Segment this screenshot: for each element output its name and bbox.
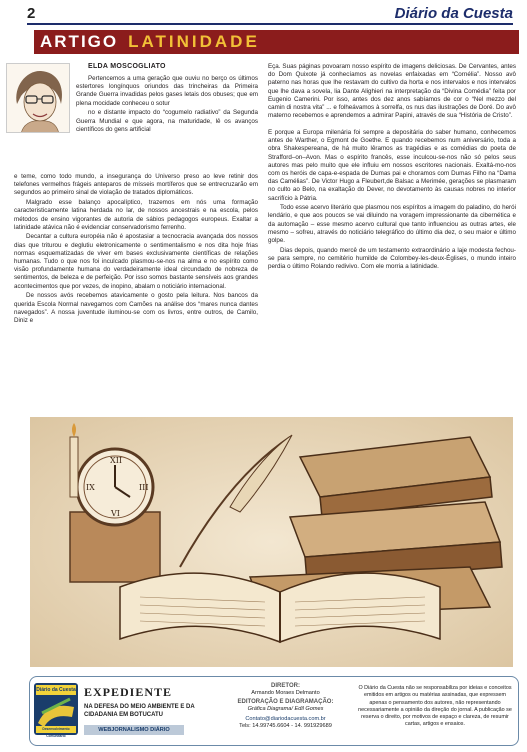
page-number: 2: [27, 5, 36, 22]
article-col1-bottom: [14, 173, 258, 327]
webjornalismo-badge: WEBJORNALISMO DIÁRIO: [84, 725, 184, 735]
credits: [218, 683, 353, 732]
logo-title: Diário da Cuesta: [36, 687, 76, 693]
article-col1-top: [76, 75, 258, 135]
expediente-title: EXPEDIENTE: [84, 685, 173, 699]
article-illustration: [30, 417, 513, 667]
author-portrait: [6, 63, 70, 133]
paragraph: Pertencemos a uma geração que ouviu no berço os últimos estertores longínquos oriundos das trincheiras da Primeira Grande Guerra invadidas pelos gases letais dos obuses; que em plena mocidade conheceu o sotur: [76, 75, 258, 107]
banner-latinidade: LATINIDADE: [128, 32, 260, 51]
paragraph: De nossos avós recebemos atavicamente o gosto pela leitura. Nos bancos da querida Escola Normal navegamos com Camões na análise dos “mares nunca dantes navegados”. A nossa juventude iluminou-se com os livros, entre outros, de Camilo, Diniz e: [14, 292, 258, 324]
diretor-name: Armando Moraes Delmanto: [251, 690, 320, 696]
section-banner: [34, 30, 519, 54]
newspaper-logo: [34, 683, 78, 738]
paragraph: Todo esse acervo literário que plasmou nos espíritos a imagem do paladino, do herói lendário, e que aos poucos se vai diluindo na voragem impressionante da cibernética e da automação – esse mesmo acervo cultural que tanto influenciou as outras artes, ele mesmo – sofreu, através do noticiário telegráfico do último dia dez, o seu maior e último golpe.: [268, 204, 516, 245]
banner-artigo: ARTIGO: [40, 32, 119, 51]
diretor-label: DIRETOR:: [271, 683, 300, 689]
logo-tagline: Desenvolvimento Comunitário: [36, 726, 76, 733]
disclaimer: O Diário da Cuesta não se responsabiliza por ideias e conceitos emitidos em artigos ou matérias assinadas, que expressem apenas o pensamento dos autores, não representando necessariamente a opinião da direção do jornal. A publicação se reserva o direito, por motivos de espaço e clareza, de resumir cartas, artigos e ensaios.: [358, 685, 512, 728]
contact-phones: Tels: 14.99745.6604 - 14. 991929689: [239, 723, 332, 729]
paragraph: Decantar a cultura européia não é apostasiar a tecnocracia avançada dos nossos dias que triturou e deglutiu eletronicamente o sentimentalismo e nos dita hoje frias normas esquematizadas de viver em bases exclusivamente científicas de relações humanas. Tudo o que nos foi inculcado plasmou-se-nos na alma e no espírito como visão profundamente humana do verdadeiramente ideal circundado de nobreza de sentimentos, de beleza e de perfeição. Por isso somos bastante sensíveis aos grandes acontecimentos que por vezes, de inopino, abalam o noticiário internacional.: [14, 233, 258, 290]
paragraph: e teme, como todo mundo, a insegurança do Universo preso ao leve retinir dos telefones vermelhos frágeis anteparos de mísseis mortíferos que se entrecruzarão em segundos ao primeiro sinal de violação de tratados diplomáticos.: [14, 173, 258, 197]
paragraph: Dias depois, quando mercê de um testamento extraordinário a laje modesta fechou-se para sempre, no cemitério humilde de Colombey-les-deux-Églises, o mundo inteiro perdia o último Rolando redivivo. Com ele morria a latinidade.: [268, 246, 516, 271]
contact-email[interactable]: Contato@diariodacuesta.com.br: [245, 716, 326, 722]
paragraph: no e distante impacto do “cogumelo radiativo” da Segunda Guerra Mundial e que agora, na maturidade, lê os avanços científicos do gens artificial: [76, 109, 258, 133]
svg-text:VI: VI: [111, 509, 120, 518]
expediente-box: [29, 676, 519, 746]
portrait-sketch-icon: [7, 64, 70, 133]
books-and-clock-illustration-icon: [30, 417, 513, 667]
svg-text:XII: XII: [110, 456, 123, 465]
editoracao-label: EDITORAÇÃO E DIAGRAMAÇÃO:: [237, 699, 334, 705]
editoracao-value: Gráfica Diagrama/ Edil Gomes: [247, 706, 324, 712]
header-rule: [27, 23, 513, 25]
svg-text:IX: IX: [86, 483, 95, 492]
author-name: ELDA MOSCOGLIATO: [88, 63, 166, 70]
expediente-subtitle: NA DEFESA DO MEIO AMBIENTE E DA CIDADANIA EM BOTUCATU: [84, 704, 195, 718]
masthead-title: Diário da Cuesta: [394, 5, 513, 22]
paragraph: Malgrado esse balanço apocalíptico, trazemos em nós uma formação caracteristicamente latina herdada no lar, de nossos ancestrais e na escola, pelos métodos de ensino vigorantes de autoria de sábios pedagogos europeus. Exaltar a latinidade atávica não é evidenciar conservadorismo ferrenho.: [14, 199, 258, 231]
paragraph: E porque a Europa milenária foi sempre a depositária do saber humano, conhecemos antes de Warther, o Egmont de Goethe. E quando recebemos num aniversário, toda a obra Shakespereana, de há muito lêramos as tragédias e as comédias do poeta de Strafford–on–Avon. Mas o espírito francês, esse inculcou-se-nos não só pelos seus autores mas pelo muito que ele influiu em nossos escritores nacionais. Exaltá-mo-nos com os heróis de capa-e-espada de Dumas pai e choramos com Dumas Filho na “Dama das Camélias”. De Victor Hugo a Fleubert,de Balsac a Merimée, gerações se plasmaram no culto ao Belo, na exaltação do Dever, no devotamento às causas nobres no interior sacrifício à Pátria.: [268, 128, 516, 202]
paragraph: Eça. Suas páginas povoaram nosso espírito de imagens deliciosas. De Cervantes, antes do Dom Quixote já conhecíamos as novelas enfaixadas em “Cornélia”. Nosso avô paterno nas horas que lhe restavam do cultivo da horta e nos intervalos e nos intervalos que lhe dava a sovela, lia Dante Alighieri na interpretação da “Divina Comédia” feita por Eugenio Camerini. Por isso, antes dos dez anos sabíamos de cor o “Nel mezzo del camin di nostra vita” ... e folheávamos à sorrelfa, os nus das ilustrações de Doré. Do avô materno recebemos e aprendemos a admirar Papini, através de sua “História de Cristo”.: [268, 63, 516, 120]
svg-text:III: III: [139, 483, 149, 492]
article-col2: [268, 63, 516, 273]
